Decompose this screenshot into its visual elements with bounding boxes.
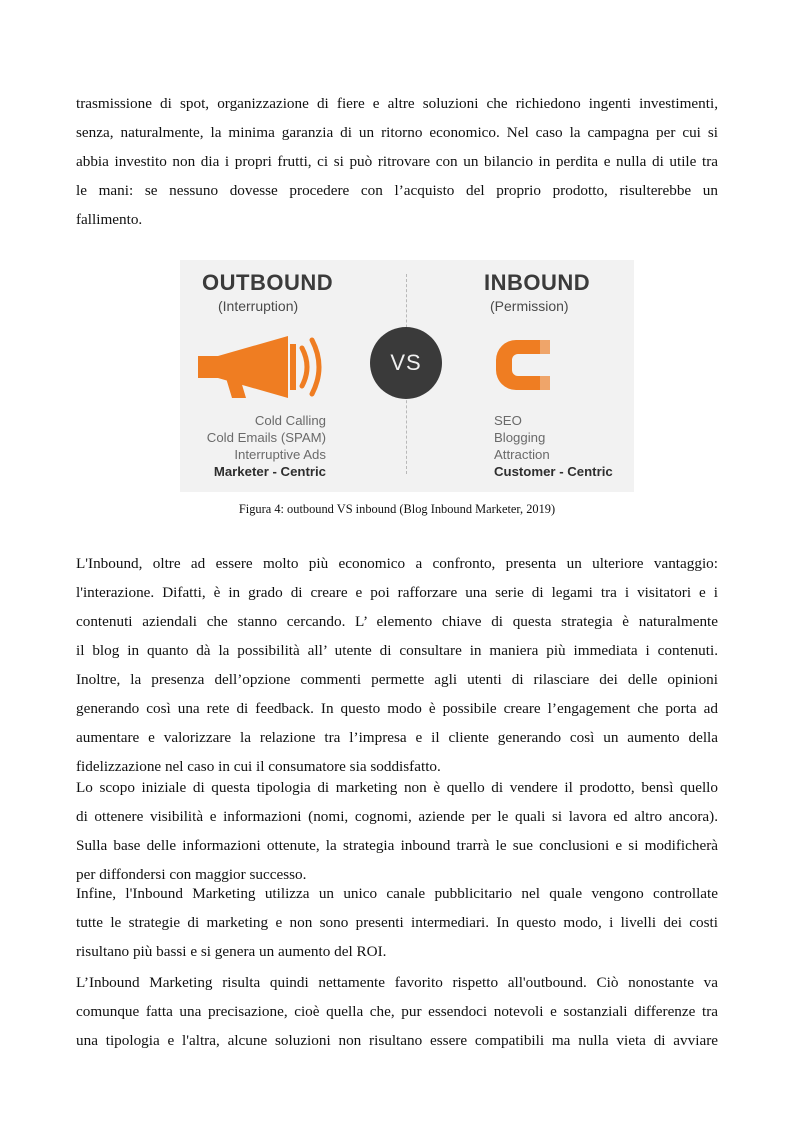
- text-line: L'Inbound, oltre ad essere molto più economico a confronto, presenta un ulteriore vantaggio:: [76, 555, 718, 572]
- text-line: generando così una rete di feedback. In questo modo è possibile creare l’engagement che porta ad: [76, 700, 718, 717]
- text-line: trasmissione di spot, organizzazione di fiere e altre soluzioni che richiedono ingenti investimenti,: [76, 95, 718, 112]
- list-item: Cold Emails (SPAM): [206, 430, 326, 445]
- text-line: di ottenere visibilità e informazioni (nomi, cognomi, aziende per le quali si lavora ed altro ancora).: [76, 808, 718, 825]
- paragraph-goal: [76, 773, 718, 889]
- list-item: Interruptive Ads: [234, 447, 326, 462]
- outbound-focus: Marketer - Centric: [213, 464, 326, 479]
- vs-label: VS: [390, 350, 422, 375]
- text-line: contenuti aziendali che stanno cercando. L’ elemento chiave di questa strategia è naturalmente: [76, 613, 718, 630]
- text-line: tutte le strategie di marketing e non sono presenti intermediari. In questo modo, i livelli dei costi: [76, 914, 718, 931]
- text-line: Sulla base delle informazioni ottenute, la strategia inbound trarrà le sue conclusioni e si modificherà: [76, 837, 718, 854]
- text-line: L’Inbound Marketing risulta quindi nettamente favorito rispetto all'outbound. Ciò nonostante va: [76, 974, 718, 991]
- paragraph-channel: [76, 879, 718, 966]
- text-line: per diffondersi con maggior successo.: [76, 866, 307, 883]
- paragraph-conclusion: [76, 968, 718, 1055]
- text-line: senza, naturalmente, la minima garanzia di un ritorno economico. Nel caso la campagna per cui si: [76, 124, 718, 141]
- text-line: l'interazione. Difatti, è in grado di creare e poi rafforzare una serie di legami tra i visitatori e i: [76, 584, 718, 601]
- outbound-title: OUTBOUND: [202, 270, 334, 295]
- outbound-subtitle: (Interruption): [218, 298, 299, 314]
- text-line: il blog in quanto dà la possibilità all’ utente di consultare in maniera più immediata i contenuti.: [76, 642, 718, 659]
- text-line: aumentare e valorizzare la relazione tra l’impresa e il cliente generando così un aumento della: [76, 729, 718, 746]
- text-line: fidelizzazione nel caso in cui il consumatore sia soddisfatto.: [76, 758, 441, 775]
- inbound-focus: Customer - Centric: [494, 464, 613, 479]
- paragraph-intro: [76, 89, 718, 234]
- text-line: abbia investito non dia i propri frutti, ci si può ritrovare con un bilancio in perdita e nulla di utile tra: [76, 153, 718, 170]
- text-line: fallimento.: [76, 211, 143, 228]
- magnet-icon: [492, 334, 554, 396]
- megaphone-icon: [196, 334, 326, 400]
- inbound-title: INBOUND: [484, 270, 591, 295]
- list-item: Attraction: [494, 447, 550, 462]
- outbound-list: [207, 412, 326, 480]
- text-line: le mani: se nessuno dovesse procedere con l’acquisto del proprio prodotto, risulterebbe un: [76, 182, 718, 199]
- inbound-subtitle: (Permission): [490, 298, 569, 314]
- text-line: risultano più bassi e si genera un aumento del ROI.: [76, 943, 387, 960]
- text-line: Lo scopo iniziale di questa tipologia di marketing non è quello di vendere il prodotto, bensì quello: [76, 779, 718, 796]
- inbound-list: [494, 412, 613, 480]
- text-line: Inoltre, la presenza dell’opzione commenti permette agli utenti di rilasciare dei delle opinioni: [76, 671, 718, 688]
- outbound-vs-inbound-figure: [180, 260, 634, 492]
- text-line: una tipologia e l'altra, alcune soluzioni non risultano essere compatibili ma nulla vieta di avviare: [76, 1032, 718, 1049]
- list-item: Cold Calling: [254, 413, 326, 428]
- vs-badge: [370, 327, 442, 399]
- text-line: comunque fatta una precisazione, cioè quella che, pur essendoci notevoli e sostanziali differenze tra: [76, 1003, 718, 1020]
- paragraph-interaction: [76, 549, 718, 781]
- text-line: Infine, l'Inbound Marketing utilizza un unico canale pubblicitario nel quale vengono controllate: [76, 885, 718, 902]
- list-item: Blogging: [494, 430, 546, 445]
- figure-caption: Figura 4: outbound VS inbound (Blog Inbound Marketer, 2019): [238, 502, 556, 516]
- list-item: SEO: [494, 413, 522, 428]
